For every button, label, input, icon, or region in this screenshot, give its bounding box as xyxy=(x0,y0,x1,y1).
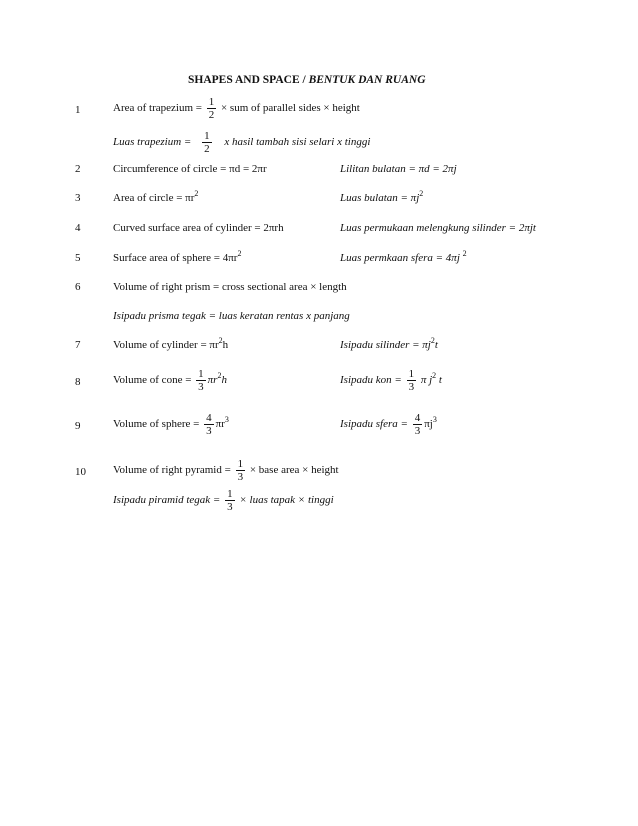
superscript: 2 xyxy=(462,249,467,258)
circumference-formula-ms: Lilitan bulatan = πd = 2πj xyxy=(340,163,457,175)
item-number: 10 xyxy=(75,466,86,478)
numerator: 1 xyxy=(227,488,233,500)
sphere-volume-formula-en xyxy=(113,412,229,437)
superscript: 2 xyxy=(194,189,199,198)
prism-volume-formula-en: Volume of right prism = cross sectional area × length xyxy=(113,281,347,293)
item-number: 1 xyxy=(75,104,81,116)
superscript: 2 xyxy=(218,336,223,345)
cylinder-surface-formula-en: Curved surface area of cylinder = 2πrh xyxy=(113,222,284,234)
superscript: 2 xyxy=(217,371,222,381)
fraction-third xyxy=(225,488,235,513)
page-title xyxy=(188,74,426,87)
trapezium-area-formula-ms xyxy=(113,130,370,155)
denominator: 3 xyxy=(227,501,233,513)
formula-text: π j xyxy=(420,374,433,387)
formula-text: × base area × height xyxy=(249,464,339,477)
circle-area-formula-ms xyxy=(340,189,424,205)
formula-text: t xyxy=(438,374,442,387)
numerator: 1 xyxy=(237,458,244,470)
denominator: 2 xyxy=(208,109,215,121)
formula-text: × sum of parallel sides × height xyxy=(220,102,360,115)
cone-volume-formula-ms xyxy=(340,368,442,393)
formula-text: Volume of right pyramid = xyxy=(113,464,231,477)
cylinder-volume-formula-en xyxy=(113,336,229,352)
formula-text: Surface area of sphere = 4πr xyxy=(113,252,238,264)
formula-text: h xyxy=(221,374,227,387)
formula-text: Luas permkaan sfera = 4πj xyxy=(340,252,460,264)
pyramid-volume-formula-en xyxy=(113,458,339,483)
circumference-formula-en: Circumference of circle = πd = 2πr xyxy=(113,163,267,175)
formula-text: Volume of sphere = xyxy=(113,418,200,431)
formula-text: Area of trapezium = xyxy=(113,102,202,115)
fraction-third xyxy=(236,458,246,483)
trapezium-area-formula-en xyxy=(113,96,360,121)
numerator: 1 xyxy=(408,368,415,380)
item-number: 8 xyxy=(75,376,81,388)
cylinder-surface-formula-ms: Luas permukaan melengkung silinder = 2πjt xyxy=(340,222,536,234)
fraction-half xyxy=(202,130,212,155)
item-number: 6 xyxy=(75,281,81,293)
superscript: 3 xyxy=(224,415,229,425)
fraction-half xyxy=(207,96,217,121)
formula-text: Volume of cone = xyxy=(113,374,192,387)
sphere-volume-formula-ms xyxy=(340,412,437,437)
numerator: 1 xyxy=(204,130,210,142)
denominator: 3 xyxy=(414,425,421,437)
title-malay: BENTUK DAN RUANG xyxy=(308,74,426,86)
formula-text: x hasil tambah sisi selari x tinggi xyxy=(224,136,371,149)
sphere-surface-formula-en xyxy=(113,249,242,265)
superscript: 2 xyxy=(432,371,437,381)
formula-text: Luas bulatan = πj xyxy=(340,192,420,204)
denominator: 3 xyxy=(198,381,204,393)
numerator: 4 xyxy=(206,412,212,424)
numerator: 4 xyxy=(414,412,421,424)
formula-text: Isipadu piramid tegak = xyxy=(113,494,221,507)
denominator: 2 xyxy=(204,143,210,155)
item-number: 9 xyxy=(75,420,81,432)
fraction-third xyxy=(196,368,206,393)
formula-text: πj xyxy=(424,418,433,431)
superscript: 2 xyxy=(237,249,242,258)
formula-text: Volume of cylinder = πr xyxy=(113,339,219,351)
item-number: 7 xyxy=(75,339,81,351)
denominator: 3 xyxy=(206,425,212,437)
formula-text: πr xyxy=(207,374,218,387)
numerator: 1 xyxy=(208,96,215,108)
formula-text: Area of circle = πr xyxy=(113,192,195,204)
formula-text: Luas trapezium = xyxy=(113,136,192,149)
circle-area-formula-en xyxy=(113,189,199,205)
item-number: 5 xyxy=(75,252,81,264)
item-number: 2 xyxy=(75,163,81,175)
formula-text: Isipadu sfera = xyxy=(340,418,408,431)
denominator: 3 xyxy=(237,471,244,483)
sphere-surface-formula-ms xyxy=(340,249,467,265)
cylinder-volume-formula-ms xyxy=(340,336,438,352)
item-number: 4 xyxy=(75,222,81,234)
formula-text: × luas tapak × tinggi xyxy=(239,494,334,507)
cone-volume-formula-en xyxy=(113,368,227,393)
fraction-third xyxy=(407,368,417,393)
numerator: 1 xyxy=(198,368,204,380)
formula-text: Isipadu silinder = πj xyxy=(340,339,431,351)
fraction-four-thirds xyxy=(204,412,214,437)
fraction-four-thirds xyxy=(413,412,423,437)
denominator: 3 xyxy=(408,381,415,393)
pyramid-volume-formula-ms xyxy=(113,488,334,513)
formula-text: πr xyxy=(215,418,225,431)
superscript: 2 xyxy=(419,189,424,198)
formula-text: h xyxy=(222,339,229,351)
item-number: 3 xyxy=(75,192,81,204)
superscript: 2 xyxy=(430,336,435,345)
superscript: 3 xyxy=(432,415,437,425)
formula-text: Isipadu kon = xyxy=(340,374,402,387)
formula-text: t xyxy=(434,339,438,351)
title-english: SHAPES AND SPACE / xyxy=(188,74,309,86)
prism-volume-formula-ms: Isipadu prisma tegak = luas keratan rentas x panjang xyxy=(113,310,350,322)
